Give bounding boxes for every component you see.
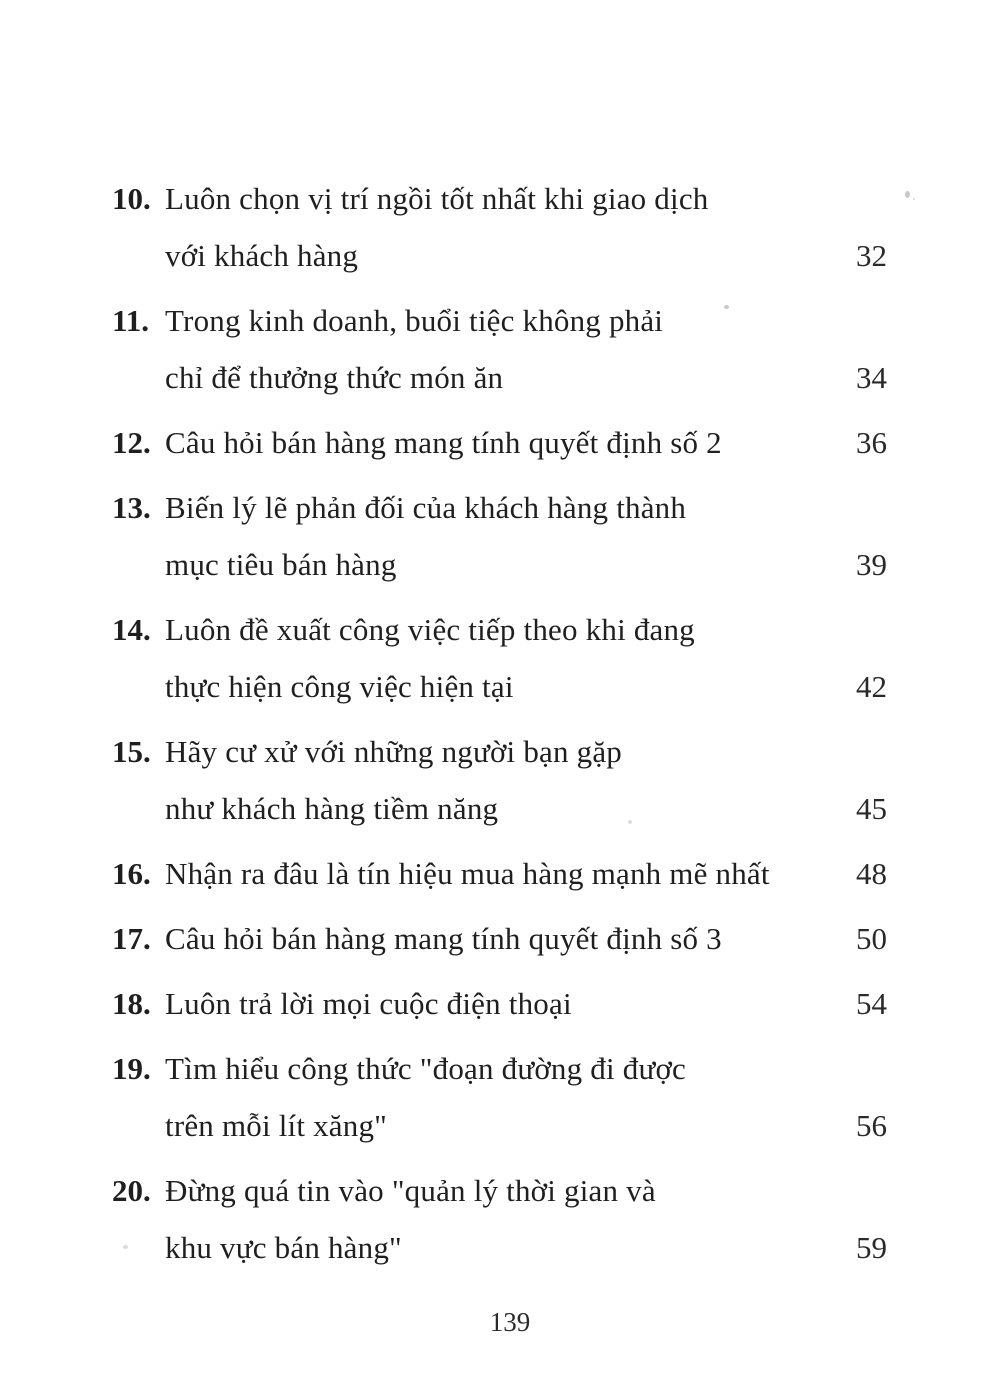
toc-entry-line bbox=[112, 975, 887, 1032]
entry-page-number: 48 bbox=[856, 856, 887, 891]
toc-entry bbox=[112, 910, 887, 967]
toc-entry-line bbox=[112, 723, 887, 780]
entry-page-number: 56 bbox=[856, 1108, 887, 1143]
toc-entry bbox=[112, 414, 887, 471]
entry-title-text: với khách hàng bbox=[165, 238, 359, 273]
toc-entry bbox=[112, 601, 887, 715]
entry-page-number: 39 bbox=[856, 547, 887, 582]
toc-entry bbox=[112, 975, 887, 1032]
entry-title-text: Tìm hiểu công thức "đoạn đường đi được bbox=[165, 1051, 686, 1086]
toc-entry bbox=[112, 1162, 887, 1276]
toc-entry-line bbox=[112, 910, 887, 967]
toc-entry-line bbox=[112, 170, 887, 227]
scan-speck bbox=[905, 191, 910, 198]
entry-number: 17. bbox=[112, 921, 151, 956]
entry-title-text: Câu hỏi bán hàng mang tính quyết định số 3 bbox=[165, 921, 722, 956]
entry-number: 15. bbox=[112, 734, 151, 769]
entry-title-text: Biến lý lẽ phản đối của khách hàng thành bbox=[165, 490, 687, 525]
entry-title-text: Luôn đề xuất công việc tiếp theo khi đang bbox=[165, 612, 695, 647]
entry-title-text: Đừng quá tin vào "quản lý thời gian và bbox=[165, 1173, 656, 1208]
entry-number: 18. bbox=[112, 986, 151, 1021]
toc-entry-line bbox=[112, 479, 887, 536]
toc-entry-line bbox=[112, 227, 887, 284]
entry-number: 13. bbox=[112, 490, 151, 525]
toc-entry-line bbox=[112, 1219, 887, 1276]
table-of-contents bbox=[112, 170, 887, 1284]
scan-speck bbox=[123, 1245, 128, 1249]
entry-number: 11. bbox=[112, 303, 150, 338]
entry-page-number: 50 bbox=[856, 921, 887, 956]
entry-page-number: 45 bbox=[856, 791, 887, 826]
entry-title-text: Câu hỏi bán hàng mang tính quyết định số 2 bbox=[165, 425, 722, 460]
entry-title-text: mục tiêu bán hàng bbox=[165, 547, 397, 582]
entry-number: 20. bbox=[112, 1173, 151, 1208]
toc-entry-line bbox=[112, 780, 887, 837]
entry-page-number: 59 bbox=[856, 1230, 887, 1265]
entry-page-number: 42 bbox=[856, 669, 887, 704]
entry-number: 14. bbox=[112, 612, 151, 647]
toc-entry bbox=[112, 723, 887, 837]
toc-entry-line bbox=[112, 414, 887, 471]
entry-title-text: như khách hàng tiềm năng bbox=[165, 791, 499, 826]
entry-title-text: Trong kinh doanh, buổi tiệc không phải bbox=[165, 303, 664, 338]
scan-speck bbox=[628, 820, 632, 824]
entry-page-number: 34 bbox=[856, 360, 887, 395]
toc-entry-line bbox=[112, 601, 887, 658]
toc-entry-line bbox=[112, 292, 887, 349]
entry-title-text: chỉ để thưởng thức món ăn bbox=[165, 360, 504, 395]
entry-page-number: 32 bbox=[856, 238, 887, 273]
entry-title-text: Luôn chọn vị trí ngồi tốt nhất khi giao dịch bbox=[165, 181, 709, 216]
entry-number: 12. bbox=[112, 425, 151, 460]
entry-title-text: thực hiện công việc hiện tại bbox=[165, 669, 514, 704]
toc-entry bbox=[112, 1040, 887, 1154]
toc-entry-line bbox=[112, 658, 887, 715]
toc-entry bbox=[112, 845, 887, 902]
entry-number: 10. bbox=[112, 181, 151, 216]
page-number-footer: 139 bbox=[489, 1307, 531, 1337]
toc-entry bbox=[112, 292, 887, 406]
toc-entry-line bbox=[112, 1097, 887, 1154]
entry-number: 19. bbox=[112, 1051, 151, 1086]
toc-entry-line bbox=[112, 845, 887, 902]
entry-title-text: Luôn trả lời mọi cuộc điện thoại bbox=[165, 986, 572, 1021]
toc-entry-line bbox=[112, 1162, 887, 1219]
entry-number: 16. bbox=[112, 856, 151, 891]
toc-entry-line bbox=[112, 349, 887, 406]
entry-title-text: khu vực bán hàng" bbox=[165, 1230, 402, 1265]
toc-entry bbox=[112, 170, 887, 284]
entry-title-text: trên mỗi lít xăng" bbox=[165, 1108, 388, 1143]
entry-page-number: 36 bbox=[856, 425, 887, 460]
toc-entry-line bbox=[112, 1040, 887, 1097]
entry-title-text: Hãy cư xử với những người bạn gặp bbox=[165, 734, 622, 769]
toc-entry bbox=[112, 479, 887, 593]
entry-title-text: Nhận ra đâu là tín hiệu mua hàng mạnh mẽ nhất bbox=[165, 856, 770, 891]
toc-entry-list bbox=[112, 170, 887, 1276]
entry-page-number: 54 bbox=[856, 986, 887, 1021]
scan-speck bbox=[724, 305, 729, 309]
toc-entry-line bbox=[112, 536, 887, 593]
scan-speck bbox=[913, 198, 915, 200]
